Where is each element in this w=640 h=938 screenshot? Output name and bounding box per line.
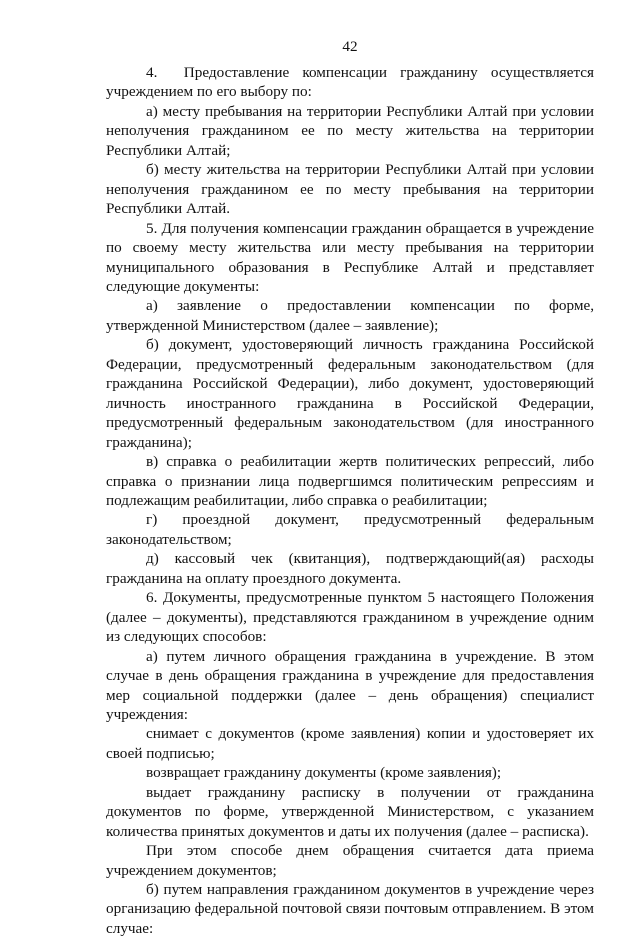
paragraph-4a: а) месту пребывания на территории Республики Алтай при условии неполучения гражданином ее по месту жительства на территории Республики Алтай; (106, 102, 594, 159)
paragraph-5a: а) заявление о предоставлении компенсации по форме, утвержденной Министерством (далее – заявление); (106, 297, 594, 334)
paragraph-6a-date: При этом способе днем обращения считается дата приема учреждением документов; (106, 842, 594, 879)
paragraph-5d: д) кассовый чек (квитанция), подтверждающий(ая) расходы гражданина на оплату проездного документа. (106, 550, 594, 587)
paragraph-5g: г) проездной документ, предусмотренный федеральным законодательством; (106, 511, 594, 548)
paragraph-6a: а) путем личного обращения гражданина в учреждение. В этом случае в день обращения гражданина в учреждение для предоставления мер социальной поддержки (далее – день обращения) специалист учреждения: (106, 647, 594, 723)
paragraph-5v: в) справка о реабилитации жертв политических репрессий, либо справка о признании лица подвергшимся политическим репрессиям и подлежащим реабилитации, либо справка о реабилитации; (106, 453, 594, 509)
paragraph-4b: б) месту жительства на территории Республики Алтай при условии неполучения гражданином ее по месту пребывания на территории Республики Алтай. (106, 161, 594, 218)
paragraph-6a-receipt: выдает гражданину расписку в получении от гражданина документов по форме, утвержденной Министерством, с указанием количества принятых документов и даты их получения (далее – расписка). (106, 783, 594, 840)
page-number: 42 (342, 38, 358, 55)
paragraph-4-intro: 4. Предоставление компенсации гражданину осуществляется учреждением по его выбору по: (106, 64, 594, 101)
paragraph-5-intro: 5. Для получения компенсации гражданин обращается в учреждение по своему месту жительства или месту пребывания на территории муниципального образования в Республике Алтай и представляет следующие документы: (106, 219, 594, 295)
paragraph-6a-copies: снимает с документов (кроме заявления) копии и удостоверяет их своей подписью; (106, 725, 594, 762)
paragraph-6b: б) путем направления гражданином документов в учреждение через организацию федеральной почтовой связи почтовым отправлением. В этом случае: (106, 881, 594, 937)
paragraph-6-intro: 6. Документы, предусмотренные пунктом 5 настоящего Положения (далее – документы), представляются гражданином в учреждение одним из следующих способов: (106, 589, 594, 646)
paragraph-6a-return: возвращает гражданину документы (кроме заявления); (146, 764, 502, 782)
document-body (106, 63, 594, 938)
paragraph-5b: б) документ, удостоверяющий личность гражданина Российской Федерации, предусмотренный федеральным законодательством (для гражданина Российской Федерации), либо документ, удостоверяющий личность иностранного гражданина в Российской Федерации, предусмотренный федеральным законодательством (для иностранного гражданина); (106, 336, 594, 451)
